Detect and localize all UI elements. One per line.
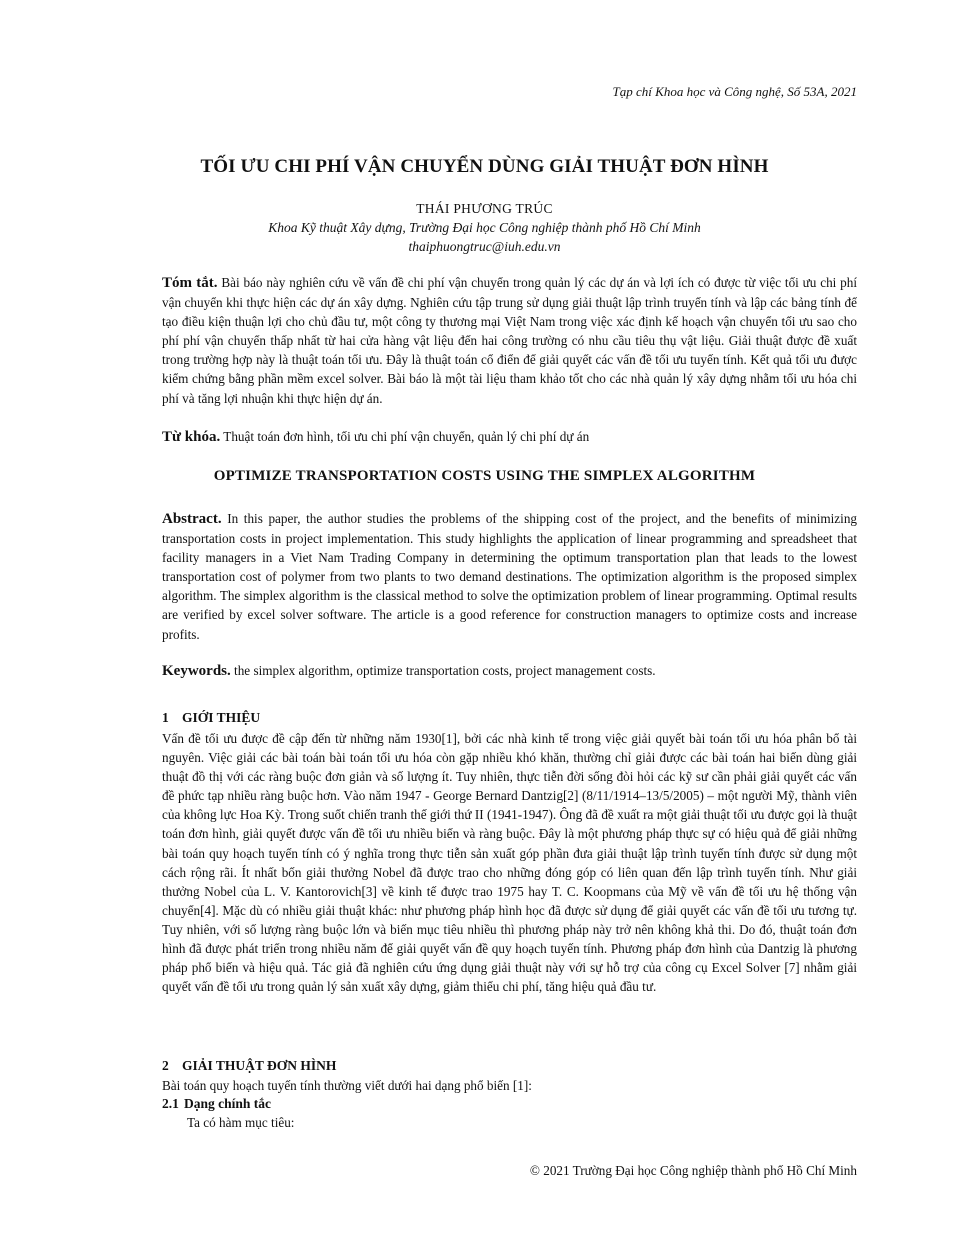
- title-english: OPTIMIZE TRANSPORTATION COSTS USING THE SIMPLEX ALGORITHM: [213, 468, 756, 484]
- keywords-en-text: the simplex algorithm, optimize transportation costs, project management costs.: [234, 663, 656, 678]
- author-email: thaiphuongtruc@iuh.edu.vn: [408, 239, 561, 254]
- section-2-title: GIẢI THUẬT ĐƠN HÌNH: [182, 1058, 337, 1073]
- section-2-heading: [162, 1058, 336, 1074]
- keywords-english: [162, 661, 857, 681]
- title-vietnamese: TỐI ƯU CHI PHÍ VẬN CHUYỂN DÙNG GIẢI THUẬT ĐƠN HÌNH: [200, 156, 769, 177]
- author-block: [0, 199, 969, 256]
- abstract-vi-text: Bài báo này nghiên cứu về vấn đề chi phí vận chuyển trong quản lý các dự án và lợi ích có được từ việc tối ưu chi phí vận chuyển khi thực hiện các dự án xây dựng. Nghiên cứu tập trung sử dụng giải thuật lập trình truyến tính và lập các bảng tính để tạo điều kiện thuận lợi cho chủ đầu tư, một công ty thương mại Việt Nam trong việc xác định kế hoạch vận chuyển tối ưu sao cho phí phí vận chuyển thấp nhất từ hai cửa hàng vật liệu đến hai công trường có nhu cầu tiêu thụ vật liệu. Giải thuật được đề xuất trong trường hợp này là thuật toán tối ưu. Đây là thuật toán cổ điển để giải quyết các vấn đề tối ưu tuyến tính. Kết quả tối ưu được kiểm chứng bằng phần mềm excel solver. Bài báo là một tài liệu tham khảo tốt cho các nhà quản lý xây dựng nhằm tối ưu hóa chi phí và tăng lợi nhuận khi thực hiện dự án.: [162, 275, 857, 406]
- section-2-body: Bài toán quy hoạch tuyến tính thường viết dưới hai dạng phổ biến [1]:: [162, 1078, 532, 1093]
- subsection-2-1-heading: [162, 1096, 271, 1112]
- keywords-vietnamese: [162, 427, 857, 447]
- abstract-vi-label: Tóm tắt.: [162, 275, 218, 291]
- subsection-2-1-number: 2.1: [162, 1096, 179, 1111]
- section-1-title: GIỚI THIỆU: [182, 710, 261, 725]
- running-head: Tạp chí Khoa học và Công nghệ, Số 53A, 2021: [612, 84, 857, 99]
- abstract-english: [162, 509, 857, 644]
- author-name: THÁI PHƯƠNG TRÚC: [416, 201, 553, 216]
- abstract-vietnamese: [162, 273, 857, 408]
- keywords-en-label: Keywords.: [162, 663, 231, 679]
- section-2-number: 2: [162, 1058, 169, 1073]
- subsection-2-1-title: Dạng chính tắc: [184, 1096, 272, 1111]
- section-1-number: 1: [162, 710, 169, 725]
- abstract-en-text: In this paper, the author studies the problems of the shipping cost of the project, and the benefits of minimizing transportation costs in project implementation. This study highlights the application of linear programming and spreadsheet that facility managers in a Viet Nam Trading Company in determining the optimum transportation plan that leads to the lowest transportation cost of polymer from two plants to two demand destinations. The optimization algorithm is the proposed simplex algorithm. The simplex algorithm is the classical method to solve the optimization problem of linear programming. Optimal results are verified by excel solver software. The article is a good reference for construction managers to optimize costs and increase profits.: [162, 511, 858, 642]
- subsection-2-1-body: Ta có hàm mục tiêu:: [187, 1115, 295, 1130]
- section-1-body: Vấn đề tối ưu được đề cập đến từ những năm 1930[1], bởi các nhà kinh tế trong việc giải quyết bài toán tối ưu hóa phân bổ tài nguyên. Việc giải các bài toán bài toán tối ưu hóa còn gặp nhiều khó khăn, thường chỉ giải được các bài toán hai biến dùng giải thuật đồ thị với các ràng buộc đơn giản và số lượng ít. Tuy nhiên, thực tiễn đời sống đòi hỏi các kỹ sư cần phải giải quyết các vấn đề phức tạp nhiều ràng buộc hơn. Vào năm 1947 - George Bernard Dantzig[2] (8/11/1914–13/5/2005) – một người Mỹ, thành viên của không lực Hoa Kỳ. Trong suốt chiến tranh thế giới thứ II (1941-1947). Ông đã đề xuất ra một giải thuật tối ưu được gọi là thuật toán đơn hình, giải quyết được vấn đề tối ưu nhiều biến và ràng buộc. Đây là một phương pháp thực sự có hiệu quả để giải những bài toán quy hoạch tuyến tính có ý nghĩa trong thực tiễn sản xuất góp phần đưa giải thuật lập trình tuyến tính được sử dụng một cách rộng rãi. Ít nhất bốn giải thưởng Nobel đã được trao cho những đóng góp có liên quan đến lập trình tuyến tính. Như giải thưởng Nobel của L. V. Kantorovich[3] về kinh tế được trao 1975 hay T. C. Koopmans của Mỹ về vấn đề tối ưu hệ thống vận chuyển[4]. Mặc dù có nhiều giải thuật khác: như phương pháp hình học đã được sử dụng để giải quyết các vấn đề tối ưu tương tự. Tuy nhiên, với số lượng ràng buộc lớn và biến mục tiêu nhiều thì phương pháp này trở nên không khả thi. Do đó, thuật toán đơn hình đã được phát triển trong nhiều năm để giải quyết vấn đề quy hoạch tuyến tính. Phương pháp đơn hình của Dantzig là phương pháp phổ biến và hiệu quả. Tác giả đã nghiên cứu ứng dụng giải thuật này với sự hỗ trợ của công cụ Excel Solver [7] nhằm giải quyết vấn đề tối ưu trong quản lý sản xuất xây dựng, giảm thiểu chi phí, tăng hiệu quả đầu tư.: [162, 731, 857, 995]
- keywords-vi-label: Từ khóa.: [162, 429, 221, 445]
- author-affiliation: Khoa Kỹ thuật Xây dựng, Trường Đại học Công nghiệp thành phố Hồ Chí Minh: [268, 220, 701, 235]
- keywords-vi-text: Thuật toán đơn hình, tối ưu chi phí vận chuyển, quản lý chi phí dự án: [223, 429, 590, 444]
- section-1-heading: [162, 710, 260, 726]
- page-footer: © 2021 Trường Đại học Công nghiệp thành phố Hồ Chí Minh: [529, 1163, 857, 1178]
- abstract-en-label: Abstract.: [162, 511, 222, 527]
